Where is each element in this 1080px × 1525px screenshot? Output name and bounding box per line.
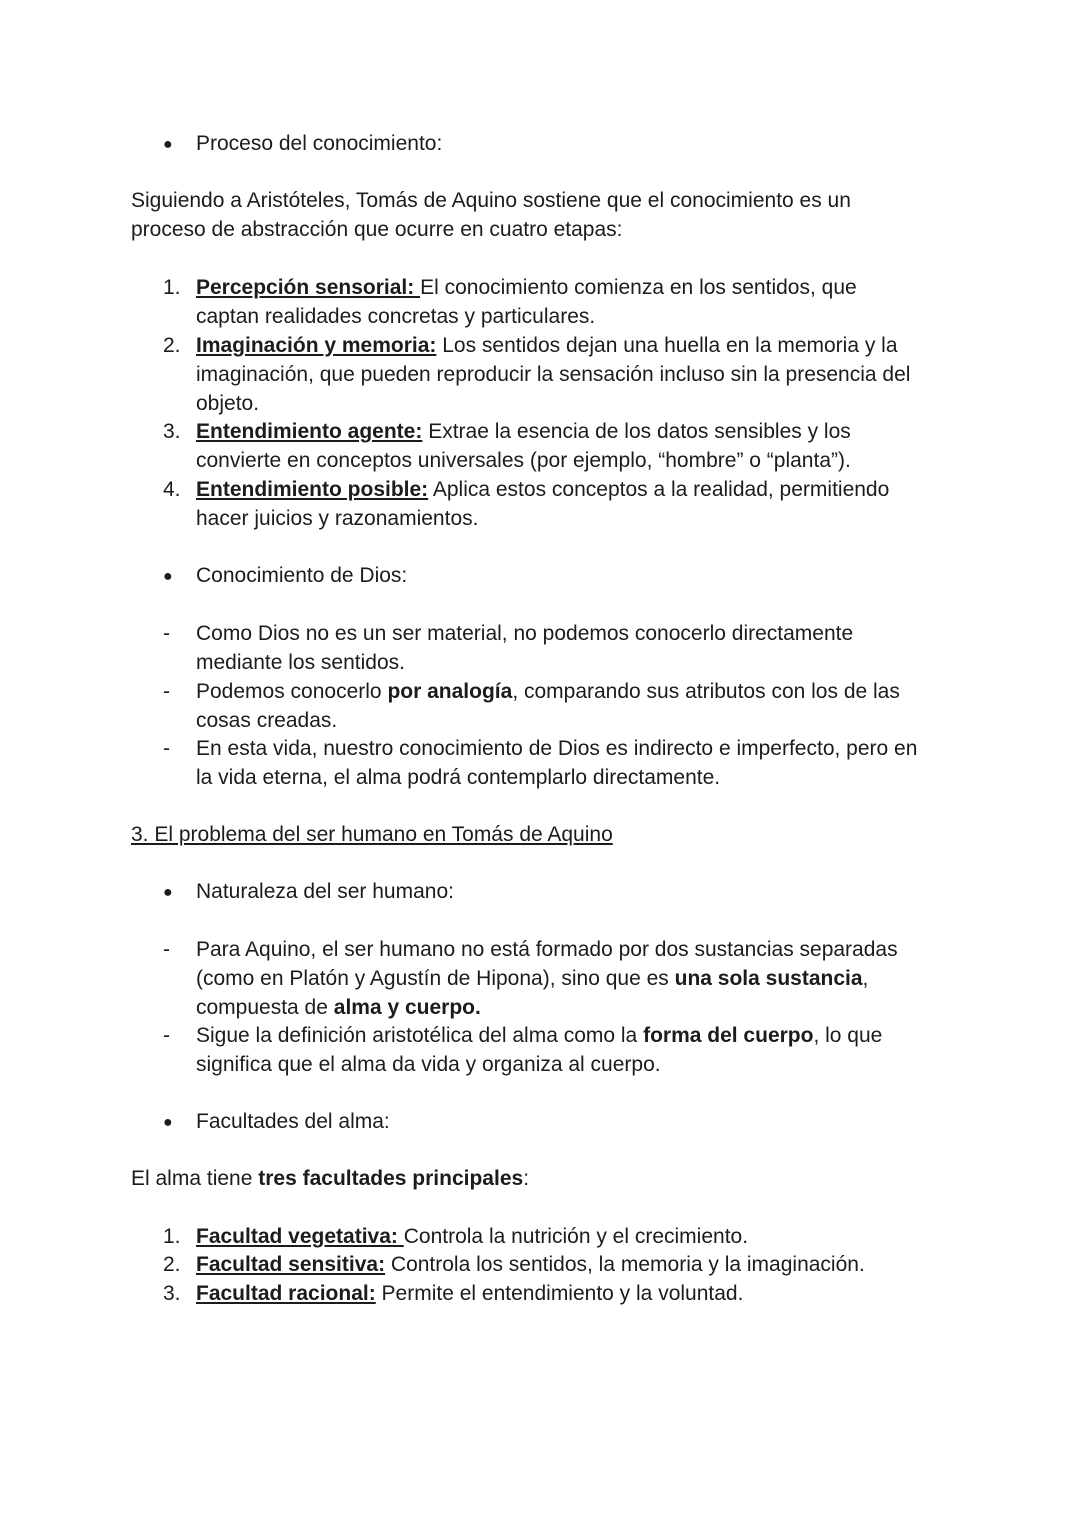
text-span: , [862, 967, 869, 990]
faculty-number: 1. [163, 1225, 181, 1248]
step-number: 1. [163, 276, 181, 299]
text-span: Podemos conocerlo [196, 680, 388, 703]
naturaleza-item-2-line-2: significa que el alma da vida y organiza al cuerpo. [196, 1053, 661, 1076]
step-3-line-2: convierte en conceptos universales (por ejemplo, “hombre” o “planta”). [196, 449, 851, 472]
faculty-3 [196, 1279, 743, 1308]
text-span: : [523, 1167, 530, 1190]
step-term: Entendimiento posible: [196, 478, 429, 501]
dios-item-2-line-2: cosas creadas. [196, 709, 338, 732]
naturaleza-item-1-line-1: Para Aquino, el ser humano no está formado por dos sustancias separadas [196, 938, 898, 961]
step-4-line-2: hacer juicios y razonamientos. [196, 507, 479, 530]
step-number: 4. [163, 478, 181, 501]
step-text: Los sentidos dejan una huella en la memoria y la [436, 334, 898, 357]
dash-marker: - [163, 1024, 170, 1047]
text-span: , lo que [813, 1024, 883, 1047]
step-text: El conocimiento comienza en los sentidos, que [420, 276, 857, 299]
naturaleza-item-1-line-3 [196, 993, 481, 1022]
step-text: Aplica estos conceptos a la realidad, permitiendo [428, 478, 890, 501]
naturaleza-item-1-line-2 [196, 964, 868, 993]
section-heading: 3. El problema del ser humano en Tomás de Aquino [131, 823, 613, 846]
bullet-title-facultades: Facultades del alma: [196, 1110, 390, 1133]
bold-text: una sola sustancia [674, 967, 863, 990]
intro-line-2: proceso de abstracción que ocurre en cuatro etapas: [131, 218, 623, 241]
intro-line-1: Siguiendo a Aristóteles, Tomás de Aquino sostiene que el conocimiento es un [131, 189, 851, 212]
faculty-term: Facultad racional: [196, 1282, 376, 1305]
facultades-intro [131, 1164, 529, 1193]
bullet-marker: ● [163, 884, 173, 901]
faculty-number: 2. [163, 1253, 181, 1276]
bold-text: tres facultades principales [258, 1167, 524, 1190]
step-3-line-1 [196, 417, 851, 446]
dash-marker: - [163, 938, 170, 961]
bullet-title-dios: Conocimiento de Dios: [196, 564, 408, 587]
faculty-text: Controla la nutrición y el crecimiento. [403, 1225, 749, 1248]
faculty-term: Facultad sensitiva: [196, 1253, 386, 1276]
bullet-title-naturaleza: Naturaleza del ser humano: [196, 880, 454, 903]
text-span: compuesta de [196, 996, 334, 1019]
step-text: Extrae la esencia de los datos sensibles y los [422, 420, 851, 443]
step-4-line-1 [196, 475, 889, 504]
dios-item-3-line-2: la vida eterna, el alma podrá contemplarlo directamente. [196, 766, 721, 789]
dios-item-1-line-1: Como Dios no es un ser material, no podemos conocerlo directamente [196, 622, 854, 645]
step-1-line-2: captan realidades concretas y particulares. [196, 305, 596, 328]
step-1-line-1 [196, 273, 857, 302]
step-term: Percepción sensorial: [196, 276, 421, 299]
text-span: (como en Platón y Agustín de Hipona), sino que es [196, 967, 675, 990]
faculty-text: Controla los sentidos, la memoria y la imaginación. [385, 1253, 865, 1276]
dios-item-2-line-1 [196, 677, 900, 706]
bullet-title-proceso: Proceso del conocimiento: [196, 132, 443, 155]
dash-marker: - [163, 737, 170, 760]
faculty-term: Facultad vegetativa: [196, 1225, 404, 1248]
step-number: 3. [163, 420, 181, 443]
step-term: Entendimiento agente: [196, 420, 423, 443]
bold-text: alma y cuerpo. [333, 996, 481, 1019]
naturaleza-item-2-line-1 [196, 1021, 882, 1050]
faculty-1 [196, 1222, 748, 1251]
dash-marker: - [163, 622, 170, 645]
dios-item-1-line-2: mediante los sentidos. [196, 651, 405, 674]
bold-text: por analogía [387, 680, 513, 703]
bullet-marker: ● [163, 136, 173, 153]
step-number: 2. [163, 334, 181, 357]
bullet-marker: ● [163, 568, 173, 585]
faculty-number: 3. [163, 1282, 181, 1305]
faculty-2 [196, 1250, 865, 1279]
text-span: Sigue la definición aristotélica del alma como la [196, 1024, 644, 1047]
bullet-marker: ● [163, 1114, 173, 1131]
bold-text: forma del cuerpo [643, 1024, 814, 1047]
dash-marker: - [163, 680, 170, 703]
text-span: El alma tiene [131, 1167, 259, 1190]
step-term: Imaginación y memoria: [196, 334, 437, 357]
text-span: , comparando sus atributos con los de las [512, 680, 900, 703]
faculty-text: Permite el entendimiento y la voluntad. [375, 1282, 744, 1305]
step-2-line-2: imaginación, que pueden reproducir la sensación incluso sin la presencia del [196, 363, 911, 386]
step-2-line-1 [196, 331, 898, 360]
step-2-line-3: objeto. [196, 392, 260, 415]
dios-item-3-line-1: En esta vida, nuestro conocimiento de Dios es indirecto e imperfecto, pero en [196, 737, 918, 760]
